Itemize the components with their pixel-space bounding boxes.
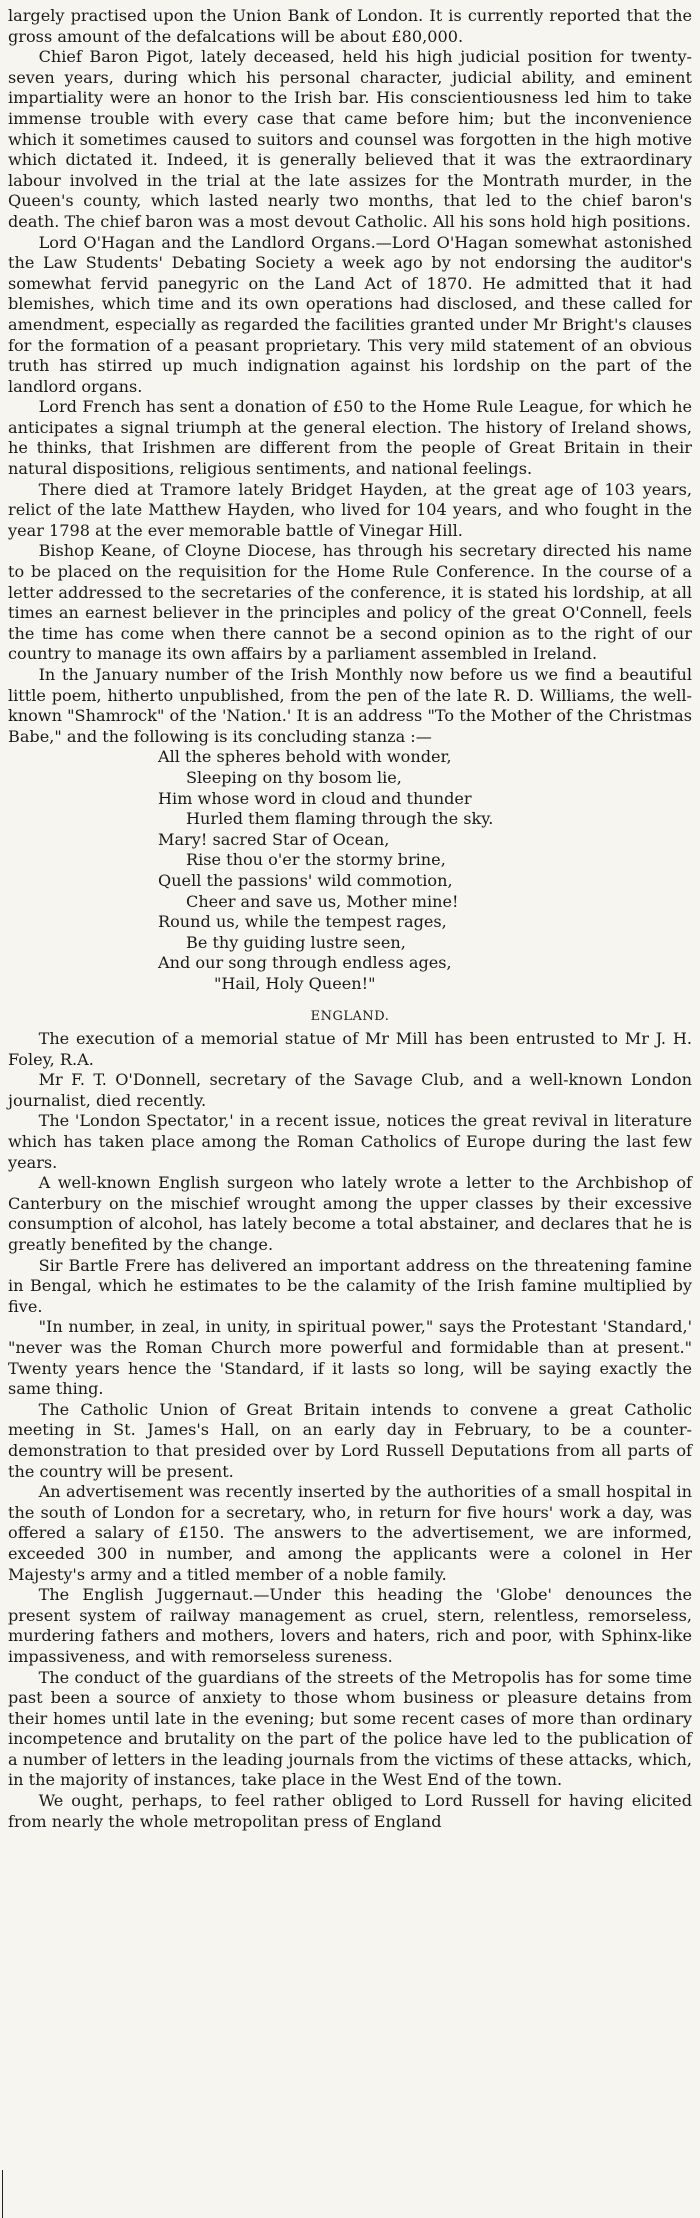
- poem-line: Be thy guiding lustre seen,: [186, 932, 406, 952]
- article-paragraph: A well-known English surgeon who lately wrote a letter to the Archbishop of Canterbury on the mischief wrought among the upper classes by their excessive consumption of alcohol, has lately become a total abstainer, and declares that he is greatly benefited by the change.: [8, 1173, 692, 1255]
- poem-stanza: [158, 747, 692, 994]
- section-heading: ENGLAND.: [310, 1008, 390, 1024]
- poem-line: Round us, while the tempest rages,: [158, 912, 447, 932]
- article-paragraph: The 'London Spectator,' in a recent issue, notices the great revival in literature which has taken place among the Roman Catholics of Europe during the last few years.: [8, 1111, 692, 1172]
- article-paragraph: The conduct of the guardians of the streets of the Metropolis has for some time past been a source of anxiety to those whom business or pleasure detains from their homes until late in the evening; but some recent cases of more than ordinary incompetence and brutality on the part of the police have led to the publication of a number of letters in the leading journals from the victims of these attacks, which, in the majority of instances, take place in the West End of the town.: [8, 1667, 692, 1790]
- article-paragraph: There died at Tramore lately Bridget Hayden, at the great age of 103 years, relict of the late Matthew Hayden, who lived for 104 years, and who fought in the year 1798 at the ever memorable battle of Vinegar Hill.: [8, 479, 692, 540]
- article-paragraph: The Catholic Union of Great Britain intends to convene a great Catholic meeting in St. James's Hall, on an early day in February, to be a counter-demonstration to that presided over by Lord Russell Deputations from all parts of the country will be present.: [8, 1399, 692, 1481]
- article-paragraph: Sir Bartle Frere has delivered an important address on the threatening famine in Bengal, which he estimates to be the calamity of the Irish famine multiplied by five.: [8, 1255, 692, 1316]
- poem-line: Mary! sacred Star of Ocean,: [158, 829, 390, 849]
- article-paragraph: The execution of a memorial statue of Mr Mill has been entrusted to Mr J. H. Foley, R.A.: [8, 1029, 692, 1069]
- poem-line: Hurled them flaming through the sky.: [186, 809, 494, 829]
- article-paragraph: Mr F. T. O'Donnell, secretary of the Savage Club, and a well-known London journalist, died recently.: [8, 1070, 692, 1110]
- poem-line: All the spheres behold with wonder,: [158, 747, 452, 767]
- article-paragraph: An advertisement was recently inserted by the authorities of a small hospital in the south of London for a secretary, who, in return for five hours' work a day, was offered a salary of £150. The answers to the advertisement, we are informed, exceeded 300 in number, and among the applicants were a colonel in Her Majesty's army and a titled member of a noble family.: [8, 1482, 692, 1584]
- article-paragraph: We ought, perhaps, to feel rather obliged to Lord Russell for having elicited from nearly the whole metropolitan press of England: [8, 1791, 692, 1831]
- article-paragraph: The English Juggernaut.—Under this heading the 'Globe' denounces the present system of railway management as cruel, stern, relentless, remorseless, murdering fathers and mothers, lovers and haters, rich and poor, with Sphinx-like impassiveness, and with remorseless sureness.: [8, 1585, 692, 1666]
- article-paragraph: "In number, in zeal, in unity, in spiritual power," says the Protestant 'Standard,' "never was the Roman Church more powerful and formidable than at present." Twenty years hence the 'Standard, if it lasts so long, will be saying exactly the same thing.: [8, 1317, 692, 1399]
- poem-line: Cheer and save us, Mother mine!: [186, 891, 459, 911]
- poem-line: Rise thou o'er the stormy brine,: [186, 850, 446, 870]
- article-paragraph: Lord O'Hagan and the Landlord Organs.—Lord O'Hagan somewhat astonished the Law Students' Debating Society a week ago by not endorsing the auditor's somewhat fervid panegyric on the Land Act of 1870. He admitted that it had blemishes, which time and its own operations had disclosed, and these called for amendment, especially as regarded the facilities granted under Mr Bright's clauses for the formation of a peasant proprietary. This very mild statement of an obvious truth has stirred up much indignation against his lordship on the part of the landlord organs.: [8, 232, 692, 396]
- poem-line: Sleeping on thy bosom lie,: [186, 767, 402, 787]
- article-paragraph: Bishop Keane, of Cloyne Diocese, has through his secretary directed his name to be placed on the requisition for the Home Rule Conference. In the course of a letter addressed to the secretaries of the conference, it is stated his lordship, at all times an earnest believer in the principles and policy of the great O'Connell, feels the time has come when there cannot be a second opinion as to the right of our country to manage its own affairs by a parliament assembled in Ireland.: [8, 541, 692, 664]
- poem-line: And our song through endless ages,: [158, 953, 452, 973]
- article-paragraph: largely practised upon the Union Bank of London. It is currently reported that the gross amount of the defalcations will be about £80,000.: [8, 6, 692, 46]
- poem-line: Quell the passions' wild commotion,: [158, 870, 453, 890]
- article-paragraph: Chief Baron Pigot, lately deceased, held his high judicial position for twenty-seven years, during which his personal character, judicial ability, and eminent impartiality were an honor to the Irish bar. His conscientiousness led him to take immense trouble with every case that came before him; but the inconvenience which it sometimes caused to suitors and counsel was forgotten in the high motive which dictated it. Indeed, it is generally believed that it was the extraordinary labour involved in the trial at the late assizes for the Montrath murder, in the Queen's county, which lasted nearly two months, that led to the chief baron's death. The chief baron was a most devout Catholic. All his sons hold high positions.: [8, 47, 692, 231]
- article-paragraph: In the January number of the Irish Monthly now before us we find a beautiful little poem, hitherto unpublished, from the pen of the late R. D. Williams, the well-known "Shamrock" of the 'Nation.' It is an address "To the Mother of the Christmas Babe," and the following is its concluding stanza :—: [8, 665, 692, 746]
- margin-rule: [2, 2170, 3, 2218]
- article-paragraph: Lord French has sent a donation of £50 to the Home Rule League, for which he anticipates a signal triumph at the general election. The history of Ireland shows, he thinks, that Irishmen are different from the people of Great Britain in their natural dispositions, religious sentiments, and national feelings.: [8, 397, 692, 479]
- poem-line: Him whose word in cloud and thunder: [158, 788, 472, 808]
- poem-line: "Hail, Holy Queen!": [214, 973, 376, 993]
